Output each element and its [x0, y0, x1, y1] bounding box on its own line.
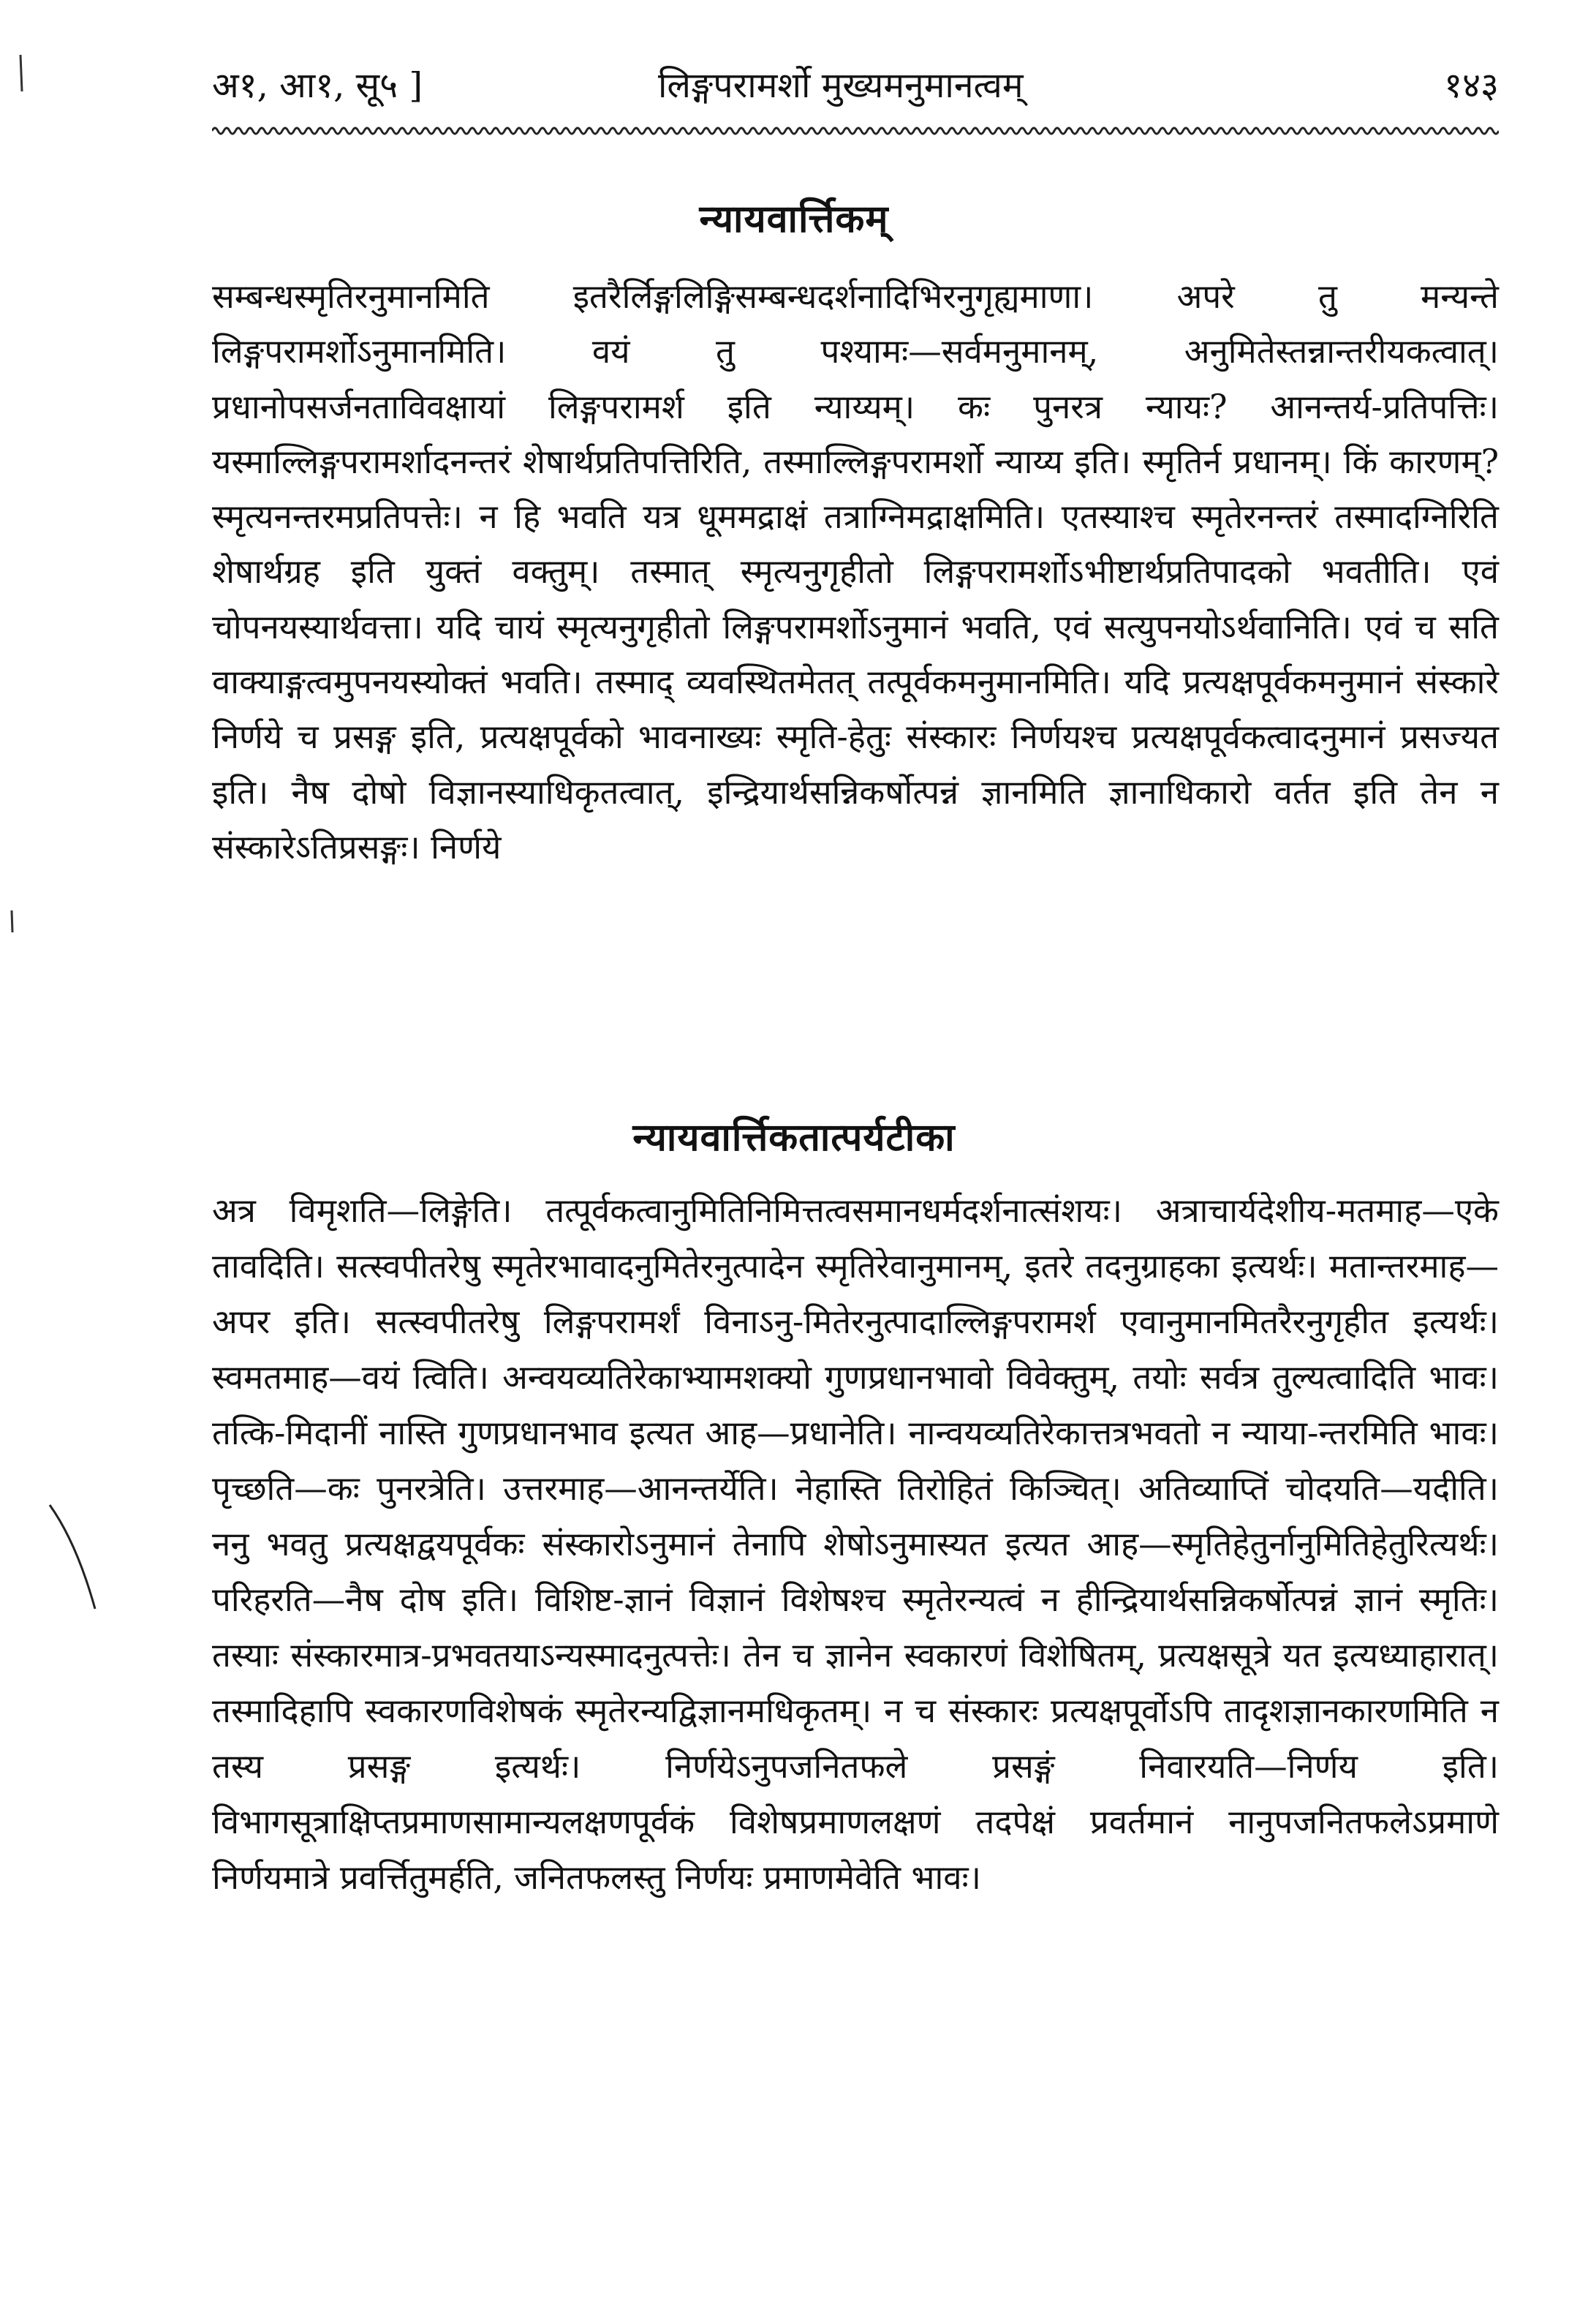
margin-pencil-stroke: [44, 1499, 102, 1616]
section-heading-tatparyatika: न्यायवार्त्तिकतात्पर्यटीका: [632, 1115, 956, 1160]
nyayavarttika-text: सम्बन्धस्मृतिरनुमानमिति इतरैर्लिङ्गलिङ्गिसम्बन्धदर्शनादिभिरनुगृह्यमाणा। अपरे तु मन्यन्ते लिङ्गपरामर्शोऽनुमानमिति। वयं तु पश्यामः—सर्वमनुमानम्, अनुमितेस्तन्नान्तरीयकत्वात्। प्रधानोपसर्जनताविवक्षायां लिङ्गपरामर्श इति न्याय्यम्। कः पुनरत्र न्यायः? आनन्तर्य-प्रतिपत्तिः। यस्माल्लिङ्गपरामर्शादनन्तरं शेषार्थप्रतिपत्तिरिति, तस्माल्लिङ्गपरामर्शो न्याय्य इति। स्मृतिर्न प्रधानम्। किं कारणम्? स्मृत्यनन्तरमप्रतिपत्तेः। न हि भवति यत्र धूममद्राक्षं तत्राग्निमद्राक्षमिति। एतस्याश्च स्मृतेरनन्तरं तस्मादग्निरिति शेषार्थग्रह इति युक्तं वक्तुम्। तस्मात् स्मृत्यनुगृहीतो लिङ्गपरामर्शोऽभीष्टार्थप्रतिपादको भवतीति। एवं चोपनयस्यार्थवत्ता। यदि चायं स्मृत्यनुगृहीतो लिङ्गपरामर्शोऽनुमानं भवति, एवं सत्युपनयोऽर्थवानिति। एवं च सति वाक्याङ्गत्वमुपनयस्योक्तं भवति। तस्माद् व्यवस्थितमेतत् तत्पूर्वकमनुमानमिति। यदि प्रत्यक्षपूर्वकमनुमानं संस्कारे निर्णये च प्रसङ्ग इति, प्रत्यक्षपूर्वको भावनाख्यः स्मृति-हेतुः संस्कारः निर्णयश्च प्रत्यक्षपूर्वकत्वादनुमानं प्रसज्यत इति। नैष दोषो विज्ञानस्याधिकृतत्वात्, इन्द्रियार्थसन्निकर्षोत्पन्नं ज्ञानमिति ज्ञानाधिकारो वर्तत इति तेन न संस्कारेऽतिप्रसङ्गः। निर्णये: [212, 277, 1499, 867]
tatparyatika-text: अत्र विमृशति—लिङ्गेति। तत्पूर्वकत्वानुमितिनिमित्तत्वसमानधर्मदर्शनात्संशयः। अत्राचार्यदेशीय-मतमाह—एके तावदिति। सत्स्वपीतरेषु स्मृतेरभावादनुमितेरनुत्पादेन स्मृतिरेवानुमानम्, इतरे तदनुग्राहका इत्यर्थः। मतान्तरमाह—अपर इति। सत्स्वपीतरेषु लिङ्गपरामर्शं विनाऽनु-मितेरनुत्पादाल्लिङ्गपरामर्श एवानुमानमितरैरनुगृहीत इत्यर्थः। स्वमतमाह—वयं त्विति। अन्वयव्यतिरेकाभ्यामशक्यो गुणप्रधानभावो विवेक्तुम्, तयोः सर्वत्र तुल्यत्वादिति भावः। तत्कि-मिदानीं नास्ति गुणप्रधानभाव इत्यत आह—प्रधानेति। नान्वयव्यतिरेकात्तत्रभवतो न न्याया-न्तरमिति भावः। पृच्छति—कः पुनरत्रेति। उत्तरमाह—आनन्तर्येति। नेहास्ति तिरोहितं किञ्चित्। अतिव्याप्तिं चोदयति—यदीति। ननु भवतु प्रत्यक्षद्वयपूर्वकः संस्कारोऽनुमानं तेनापि शेषोऽनुमास्यत इत्यत आह—स्मृतिहेतुर्नानुमितिहेतुरित्यर्थः। परिहरति—नैष दोष इति। विशिष्ट-ज्ञानं विज्ञानं विशेषश्च स्मृतेरन्यत्वं न हीन्द्रियार्थसन्निकर्षोत्पन्नं ज्ञानं स्मृतिः। तस्याः संस्कारमात्र-प्रभवतयाऽन्यस्मादनुत्पत्तेः। तेन च ज्ञानेन स्वकारणं विशेषितम्, प्रत्यक्षसूत्रे यत इत्यध्याहारात्। तस्मादिहापि स्वकारणविशेषकं स्मृतेरन्यद्विज्ञानमधिकृतम्। न च संस्कारः प्रत्यक्षपूर्वोऽपि तादृशज्ञानकारणमिति न तस्य प्रसङ्ग इत्यर्थः। निर्णयेऽनुपजनितफले प्रसङ्गं निवारयति—निर्णय इति। विभागसूत्राक्षिप्तप्रमाणसामान्यलक्षणपूर्वकं विशेषप्रमाणलक्षणं तदपेक्षं प्रवर्तमानं नानुपजनितफलेऽप्रमाणे निर्णयमात्रे प्रवर्त्तितुमर्हति, जनितफलस्तु निर्णयः प्रमाणमेवेति भावः।: [212, 1191, 1499, 1897]
running-header: [212, 60, 1499, 111]
running-title: लिङ्गपरामर्शो मुख्यमनुमानत्वम्: [658, 65, 1024, 106]
header-wavy-rule: [212, 123, 1499, 139]
margin-speck: [13, 51, 28, 95]
sutra-reference: अ१, आ१, सू५ ]: [212, 65, 423, 106]
margin-speck: [4, 907, 19, 936]
section-heading-nyayavarttika: न्यायवार्त्तिकम्: [699, 197, 889, 241]
page-number: १४३: [1444, 65, 1499, 106]
